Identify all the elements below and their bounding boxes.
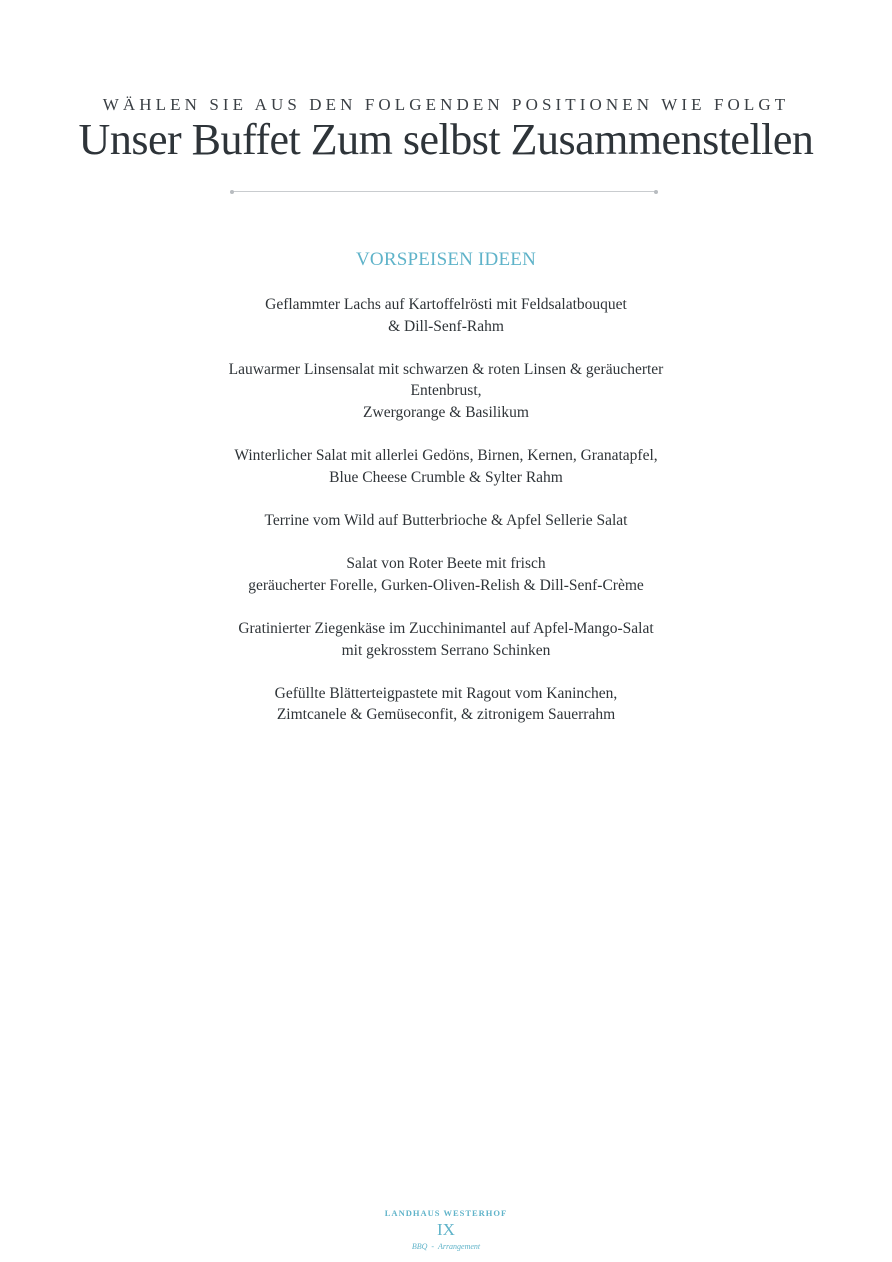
menu-item-line: Winterlicher Salat mit allerlei Gedöns, Birnen, Kernen, Granatapfel, bbox=[234, 447, 658, 465]
menu-item-line: Terrine vom Wild auf Butterbrioche & Apfel Sellerie Salat bbox=[264, 511, 628, 529]
menu-item-list bbox=[0, 294, 892, 747]
menu-item-line: Salat von Roter Beete mit frisch bbox=[346, 555, 546, 573]
menu-item-line: Gratinierter Ziegenkäse im Zucchinimantel auf Apfel-Mango-Salat bbox=[238, 619, 654, 637]
menu-item bbox=[0, 359, 892, 424]
page-title: Unser Buffet Zum selbst Zusammenstellen bbox=[78, 115, 814, 164]
footer-subtitle bbox=[0, 1241, 892, 1253]
footer-sub-left: BBQ bbox=[411, 1242, 428, 1251]
page-kicker: WÄHLEN SIE AUS DEN FOLGENDEN POSITIONEN WIE FOLGT bbox=[102, 95, 790, 114]
menu-item bbox=[0, 683, 892, 726]
menu-item-line: geräucherter Forelle, Gurken-Oliven-Relish & Dill-Senf-Crème bbox=[248, 576, 644, 594]
footer-sub-right: Arrangement bbox=[437, 1242, 481, 1251]
menu-item-line: Geflammter Lachs auf Kartoffelrösti mit Feldsalatbouquet bbox=[265, 296, 627, 313]
menu-item-line: mit gekrosstem Serrano Schinken bbox=[341, 641, 551, 659]
menu-item bbox=[0, 618, 892, 661]
menu-item-line: Zwergorange & Basilikum bbox=[363, 403, 529, 421]
menu-item bbox=[0, 294, 892, 337]
menu-item-line: Zimtcanele & Gemüseconfit, & zitronigem Sauerrahm bbox=[276, 706, 616, 724]
menu-item-line: Lauwarmer Linsensalat mit schwarzen & roten Linsen & geräucherter bbox=[228, 360, 664, 378]
page-number: IX bbox=[437, 1220, 455, 1239]
section-heading: VORSPEISEN IDEEN bbox=[355, 249, 536, 270]
title-divider bbox=[232, 191, 656, 192]
menu-item-line: Gefüllte Blätterteigpastete mit Ragout vom Kaninchen, bbox=[274, 684, 618, 702]
page-footer bbox=[0, 1208, 892, 1253]
menu-item bbox=[0, 553, 892, 596]
footer-brand: LANDHAUS WESTERHOF bbox=[384, 1208, 508, 1218]
footer-sub-separator: - bbox=[431, 1242, 435, 1251]
menu-item-line: Blue Cheese Crumble & Sylter Rahm bbox=[329, 468, 563, 486]
menu-item bbox=[0, 510, 892, 532]
menu-item-line: Entenbrust, bbox=[410, 382, 482, 400]
menu-item bbox=[0, 445, 892, 488]
menu-item-line: & Dill-Senf-Rahm bbox=[388, 317, 504, 335]
